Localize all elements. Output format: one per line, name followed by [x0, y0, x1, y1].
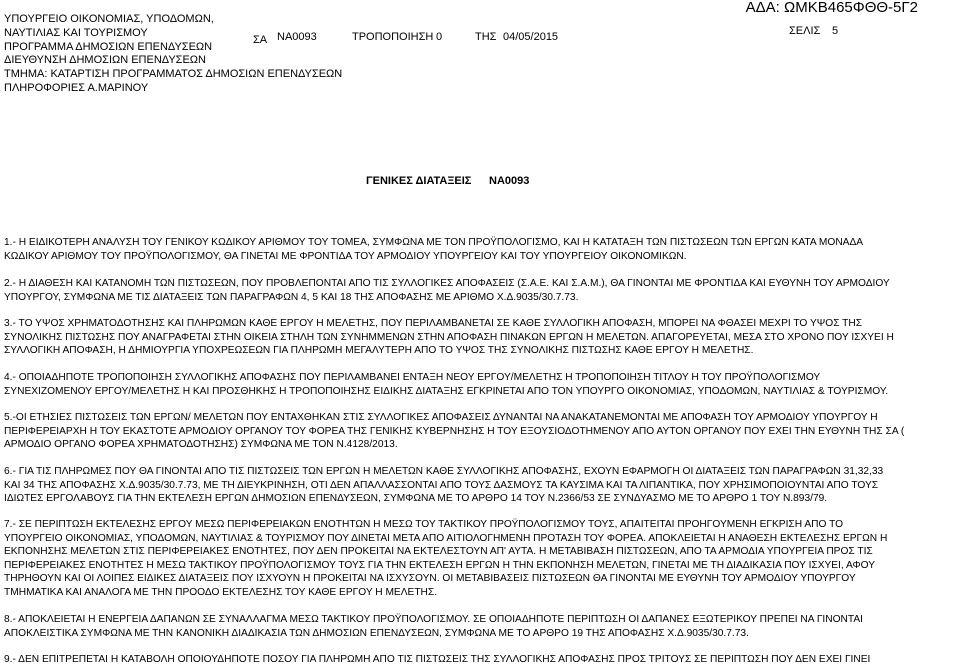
header-line: ΠΡΟΓΡΑΜΜΑ ΔΗΜΟΣΙΩΝ ΕΠΕΝΔΥΣΕΩΝ [4, 40, 213, 53]
paragraph-line: 4.- ΟΠΟΙΑΔΗΠΟΤΕ ΤΡΟΠΟΠΟΙΗΣΗ ΣΥΛΛΟΓΙΚΗΣ ΑΠΟΦΑΣΗΣ ΠΟΥ ΠΕΡΙΛΑΜΒΑΝΕΙ ΕΝΤΑΞΗ ΝΕΟΥ ΕΡΓΟΥ/ΜΕΛΕΤΗΣ Η ΤΡΟΠΟΠΟΙΗΣΗ ΤΙΤΛΟΥ Η ΤΟΥ ΠΡΟΫΠΟΛΟΓΙΣΜΟΥ [4, 372, 821, 383]
paragraph-8 [4, 613, 957, 640]
section-code: ΝΑ0093 [489, 175, 530, 187]
paragraph-line: ΤΜΗΜΑΤΙΚΑ ΚΑΙ ΑΝΑΛΟΓΑ ΜΕ ΤΗΝ ΠΡΟΟΔΟ ΕΚΤΕΛΕΣΗΣ ΤΟΥ ΚΑΘΕ ΕΡΓΟΥ Η ΜΕΛΕΤΗΣ. [4, 586, 438, 598]
ministry-header [4, 13, 342, 96]
paragraph-line: ΥΠΟΥΡΓΟΥ, ΣΥΜΦΩΝΑ ΜΕ ΤΙΣ ΔΙΑΤΑΞΕΙΣ ΤΩΝ ΠΑΡΑΓΡΑΦΩΝ 4, 5 ΚΑΙ 18 ΤΗΣ ΑΠΟΦΑΣΗΣ ΜΕ ΑΡΙΘΜΟ Χ.Δ.9035/30.7.73. [4, 291, 579, 303]
paragraph-line: ΤΗΡΗΘΟΥΝ ΚΑΙ ΟΙ ΛΟΙΠΕΣ ΕΙΔΙΚΕΣ ΔΙΑΤΑΞΕΙΣ ΠΟΥ ΙΣΧΥΟΥΝ Η ΠΡΟΚΕΙΤΑΙ ΝΑ ΙΣΧΥΣΟΥΝ. ΟΙ ΜΕΤΑΒΙΒΑΣΕΙΣ ΠΙΣΤΩΣΕΩΝ ΘΑ ΓΙΝΟΝΤΑΙ ΜΕ ΕΥΘΥΝΗ ΤΟΥ ΑΡΜΟΔΙΟΥ ΥΠΟΥΡΓΟΥ [4, 573, 856, 585]
header-line: ΔΙΕΥΘΥΝΣΗ ΔΗΜΟΣΙΩΝ ΕΠΕΝΔΥΣΕΩΝ [4, 54, 206, 67]
paragraph-5 [4, 411, 957, 452]
sa-code: ΝΑ0093 [277, 31, 317, 43]
section-title: ΓΕΝΙΚΕΣ ΔΙΑΤΑΞΕΙΣ [366, 175, 472, 187]
paragraph-line: 6.- ΓΙΑ ΤΙΣ ΠΛΗΡΩΜΕΣ ΠΟΥ ΘΑ ΓΙΝΟΝΤΑΙ ΑΠΟ ΤΙΣ ΠΙΣΤΩΣΕΙΣ ΤΩΝ ΕΡΓΩΝ Η ΜΕΛΕΤΩΝ ΚΑΘΕ ΣΥΛΛΟΓΙΚΗΣ ΑΠΟΦΑΣΗΣ, ΕΧΟΥΝ ΕΦΑΡΜΟΓΗ ΟΙ ΔΙΑΤΑΞΕΙΣ ΤΩΝ ΠΑΡΑΓΡΑΦΩΝ 31,32,33 [4, 466, 884, 477]
modification-number: 0 [436, 31, 443, 43]
paragraph-3 [4, 317, 957, 358]
header-line: ΝΑΥΤΙΛΙΑΣ ΚΑΙ ΤΟΥΡΙΣΜΟΥ [4, 26, 148, 39]
sa-label: ΣΑ [253, 34, 268, 46]
page-number: 5 [832, 25, 839, 37]
paragraph-line: ΚΑΙ 34 ΤΗΣ ΑΠΟΦΑΣΗΣ Χ.Δ.9035/30.7.73, ΜΕ ΤΗ ΔΙΕΥΚΡΙΝΗΣΗ, ΟΤΙ ΔΕΝ ΑΠΑΛΛΑΣΣΟΝΤΑΙ ΑΠΟ ΤΟΥΣ ΔΑΣΜΟΥΣ ΤΑ ΚΑΥΣΙΜΑ ΚΑΙ ΤΑ ΛΙΠΑΝΤΙΚΑ, ΠΟΥ ΧΡΗΣΙΜΟΠΟΙΟΥΝΤΑΙ ΑΠΟ ΤΟΥΣ [4, 479, 879, 491]
page-label: ΣΕΛΙΣ [789, 25, 821, 37]
paragraph-2 [4, 277, 957, 304]
modification-date: 04/05/2015 [503, 31, 559, 43]
header-line: ΠΛΗΡΟΦΟΡΙΕΣ Α.ΜΑΡΙΝΟΥ [4, 81, 149, 94]
paragraph-line: 2.- Η ΔΙΑΘΕΣΗ ΚΑΙ ΚΑΤΑΝΟΜΗ ΤΩΝ ΠΙΣΤΩΣΕΩΝ, ΠΟΥ ΠΡΟΒΛΕΠΟΝΤΑΙ ΑΠΟ ΤΙΣ ΣΥΛΛΟΓΙΚΕΣ ΑΠΟΦΑΣΕΙΣ (Σ.Α.Ε. ΚΑΙ Σ.Α.Μ.), ΘΑ ΓΙΝΟΝΤΑΙ ΜΕ ΦΡΟΝΤΙΔΑ ΚΑΙ ΕΥΘΥΝΗ ΤΟΥ ΑΡΜΟΔΙΟΥ [4, 278, 890, 289]
paragraph-line: ΑΡΜΟΔΙΟ ΟΡΓΑΝΟ ΦΟΡΕΑ ΧΡΗΜΑΤΟΔΟΤΗΣΗΣ) ΣΥΜΦΩΝΑ ΜΕ ΤΟΝ Ν.4128/2013. [4, 439, 398, 451]
paragraph-1 [4, 236, 957, 263]
header-line: ΥΠΟΥΡΓΕΙΟ ΟΙΚΟΝΟΜΙΑΣ, ΥΠΟΔΟΜΩΝ, [4, 13, 214, 25]
paragraph-line: 3.- ΤΟ ΥΨΟΣ ΧΡΗΜΑΤΟΔΟΤΗΣΗΣ ΚΑΙ ΠΛΗΡΩΜΩΝ ΚΑΘΕ ΕΡΓΟΥ Η ΜΕΛΕΤΗΣ, ΠΟΥ ΠΕΡΙΛΑΜΒΑΝΕΤΑΙ ΣΕ ΚΑΘΕ ΣΥΛΛΟΓΙΚΗ ΑΠΟΦΑΣΗ, ΜΠΟΡΕΙ ΝΑ ΦΘΑΣΕΙ ΜΕΧΡΙ ΤΟ ΥΨΟΣ ΤΗΣ [4, 318, 863, 329]
paragraph-line: ΣΥΛΛΟΓΙΚΗ ΑΠΟΦΑΣΗ, Η ΔΗΜΙΟΥΡΓΙΑ ΥΠΟΧΡΕΩΣΕΩΝ ΓΙΑ ΠΛΗΡΩΜΗ ΜΕΓΑΛΥΤΕΡΗ ΑΠΟ ΤΟ ΥΨΟΣ ΤΗΣ ΣΥΝΟΛΙΚΗΣ ΠΙΣΤΩΣΗΣ ΚΑΘΕ ΕΡΓΟΥ Η ΜΕΛΕΤΗΣ. [4, 345, 754, 357]
paragraph-7 [4, 518, 957, 600]
header-line: ΤΜΗΜΑ: ΚΑΤΑΡΤΙΣΗ ΠΡΟΓΡΑΜΜΑΤΟΣ ΔΗΜΟΣΙΩΝ ΕΠΕΝΔΥΣΕΩΝ [4, 68, 343, 81]
paragraph-line: ΚΩΔΙΚΟΥ ΑΡΙΘΜΟΥ ΤΟΥ ΠΡΟΫΠΟΛΟΓΙΣΜΟΥ, ΘΑ ΓΙΝΕΤΑΙ ΜΕ ΦΡΟΝΤΙΔΑ ΤΟΥ ΑΡΜΟΔΙΟΥ ΥΠΟΥΡΓΕΙΟΥ ΚΑΙ ΤΟΥ ΥΠΟΥΡΓΕΙΟΥ ΟΙΚΟΝΟΜΙΚΩΝ. [4, 250, 687, 262]
paragraph-line: 9.- ΔΕΝ ΕΠΙΤΡΕΠΕΤΑΙ Η ΚΑΤΑΒΟΛΗ ΟΠΟΙΟΥΔΗΠΟΤΕ ΠΟΣΟΥ ΓΙΑ ΠΛΗΡΩΜΗ ΑΠΟ ΤΙΣ ΠΙΣΤΩΣΕΙΣ ΤΗΣ ΣΥΛΛΟΓΙΚΗΣ ΑΠΟΦΑΣΗΣ ΠΡΟΣ ΤΡΙΤΟΥΣ ΣΕ ΠΕΡΙΠΤΩΣΗ ΠΟΥ ΔΕΝ ΕΧΕΙ ΓΙΝΕΙ [4, 654, 871, 665]
paragraph-line: ΣΥΝΕΧΙΖΟΜΕΝΟΥ ΕΡΓΟΥ/ΜΕΛΕΤΗΣ Η ΚΑΙ ΠΡΟΣΘΗΚΗΣ Η ΤΡΟΠΟΠΟΙΗΣΗΣ ΕΙΔΙΚΗΣ ΔΙΑΤΑΞΗΣ ΕΓΚΡΙΝΕΤΑΙ ΑΠΟ ΤΟΝ ΥΠΟΥΡΓΟ ΟΙΚΟΝΟΜΙΑΣ, ΥΠΟΔΟΜΩΝ, ΝΑΥΤΙΛΙΑΣ & ΤΟΥΡΙΣΜΟΥ. [4, 385, 889, 397]
paragraph-line: 1.- Η ΕΙΔΙΚΟΤΕΡΗ ΑΝΑΛΥΣΗ ΤΟΥ ΓΕΝΙΚΟΥ ΚΩΔΙΚΟΥ ΑΡΙΘΜΟΥ ΤΟΥ ΤΟΜΕΑ, ΣΥΜΦΩΝΑ ΜΕ ΤΟΝ ΠΡΟΫΠΟΛΟΓΙΣΜΟ, ΚΑΙ Η ΚΑΤΑΤΑΞΗ ΤΩΝ ΠΙΣΤΩΣΕΩΝ ΤΩΝ ΕΡΓΩΝ ΚΑΤΑ ΜΟΝΑΔΑ [4, 237, 864, 248]
paragraph-line: ΑΠΟΚΛΕΙΣΤΙΚΑ ΣΥΜΦΩΝΑ ΜΕ ΤΗΝ ΚΑΝΟΝΙΚΗ ΔΙΑΔΙΚΑΣΙΑ ΤΩΝ ΔΗΜΟΣΙΩΝ ΕΠΕΝΔΥΣΕΩΝ, ΣΥΜΦΩΝΑ ΜΕ ΤΟ ΑΡΘΡΟ 19 ΤΗΣ ΑΠΟΦΑΣΗΣ Χ.Δ.9035/30.7.73. [4, 627, 749, 639]
paragraph-6 [4, 465, 957, 506]
paragraph-line: 8.- ΑΠΟΚΛΕΙΕΤΑΙ Η ΕΝΕΡΓΕΙΑ ΔΑΠΑΝΩΝ ΣΕ ΣΥΝΑΛΛΑΓΜΑ ΜΕΣΩ ΤΑΚΤΙΚΟΥ ΠΡΟΫΠΟΛΟΓΙΣΜΟΥ. ΣΕ ΟΠΟΙΑΔΗΠΟΤΕ ΠΕΡΙΠΤΩΣΗ ΟΙ ΔΑΠΑΝΕΣ ΕΞΩΤΕΡΙΚΟΥ ΠΡΕΠΕΙ ΝΑ ΓΙΝΟΝΤΑΙ [4, 614, 863, 625]
paragraph-line: 5.-ΟΙ ΕΤΗΣΙΕΣ ΠΙΣΤΩΣΕΙΣ ΤΩΝ ΕΡΓΩΝ/ ΜΕΛΕΤΩΝ ΠΟΥ ΕΝΤΑΧΘΗΚΑΝ ΣΤΙΣ ΣΥΛΛΟΓΙΚΕΣ ΑΠΟΦΑΣΕΙΣ ΔΥΝΑΝΤΑΙ ΝΑ ΑΝΑΚΑΤΑΝΕΜΟΝΤΑΙ ΜΕ ΑΠΟΦΑΣΗ ΤΟΥ ΑΡΜΟΔΙΟΥ ΥΠΟΥΡΓΟΥ Η [4, 412, 878, 423]
date-label: ΤΗΣ [475, 31, 497, 43]
paragraph-line: 7.- ΣΕ ΠΕΡΙΠΤΩΣΗ ΕΚΤΕΛΕΣΗΣ ΕΡΓΟΥ ΜΕΣΩ ΠΕΡΙΦΕΡΕΙΑΚΩΝ ΕΝΟΤΗΤΩΝ Η ΜΕΣΩ ΤΟΥ ΤΑΚΤΙΚΟΥ ΠΡΟΫΠΟΛΟΓΙΣΜΟΥ ΤΟΥΣ, ΑΠΑΙΤΕΙΤΑΙ ΠΡΟΗΓΟΥΜΕΝΗ ΕΓΚΡΙΣΗ ΑΠΟ ΤΟ [4, 519, 844, 530]
ada-code: ΑΔΑ: ΩΜΚΒ465ΦΘΘ-5Γ2 [745, 0, 918, 16]
paragraph-4 [4, 371, 957, 398]
modification-label: ΤΡΟΠΟΠΟΙΗΣΗ [352, 31, 434, 43]
paragraph-9 [4, 653, 957, 667]
paragraph-line: ΥΠΟΥΡΓΕΙΟ ΟΙΚΟΝΟΜΙΑΣ, ΥΠΟΔΟΜΩΝ, ΝΑΥΤΙΛΙΑΣ & ΤΟΥΡΙΣΜΟΥ ΠΟΥ ΔΙΝΕΤΑΙ ΜΕΤΑ ΑΠΟ ΑΙΤΙΟΛΟΓΗΜΕΝΗ ΠΡΟΤΑΣΗ ΤΟΥ ΦΟΡΕΑ. ΑΠΟΚΛΕΙΕΤΑΙ Η ΑΝΑΘΕΣΗ ΕΚΤΕΛΕΣΗΣ ΕΡΓΩΝ Η [4, 532, 888, 544]
paragraph-line: ΕΚΠΟΝΗΣΗΣ ΜΕΛΕΤΩΝ ΣΤΙΣ ΠΕΡΙΦΕΡΕΙΑΚΕΣ ΕΝΟΤΗΤΕΣ, ΠΟΥ ΔΕΝ ΠΡΟΚΕΙΤΑΙ ΝΑ ΕΚΤΕΛΕΣΤΟΥΝ ΑΠ' ΑΥΤΑ. Η ΜΕΤΑΒΙΒΑΣΗ ΠΙΣΤΩΣΕΩΝ, ΑΠΟ ΤΑ ΑΡΜΟΔΙΑ ΥΠΟΥΡΓΕΙΑ ΠΡΟΣ ΤΙΣ [4, 546, 873, 558]
paragraph-line: ΠΕΡΙΦΕΡΕΙΑΚΕΣ ΕΝΟΤΗΤΕΣ Η ΜΕΣΩ ΤΑΚΤΙΚΟΥ ΠΡΟΫΠΟΛΟΓΙΣΜΟΥ ΤΟΥΣ ΓΙΑ ΤΗΝ ΕΚΤΕΛΕΣΗ ΕΡΓΩΝ Η ΤΗΝ ΕΚΠΟΝΗΣΗ ΜΕΛΕΤΩΝ, ΓΙΝΕΤΑΙ ΜΕ ΤΗ ΔΙΑΔΙΚΑΣΙΑ ΠΟΥ ΙΣΧΥΕΙ, ΑΦΟΥ [4, 559, 876, 571]
paragraph-line: ΙΔΙΩΤΕΣ ΕΡΓΟΛΑΒΟΥΣ ΓΙΑ ΤΗΝ ΕΚΤΕΛΕΣΗ ΕΡΓΩΝ ΔΗΜΟΣΙΩΝ ΕΠΕΝΔΥΣΕΩΝ, ΣΥΜΦΩΝΑ ΜΕ ΤΟ ΑΡΘΡΟ 14 ΤΟΥ Ν.2366/53 ΣΕ ΣΥΝΔΥΑΣΜΟ ΜΕ ΤΟ ΑΡΘΡΟ 1 ΤΟΥ Ν.893/79. [4, 493, 828, 505]
paragraph-line: ΣΥΝΟΛΙΚΗΣ ΠΙΣΤΩΣΗΣ ΠΟΥ ΑΝΑΓΡΑΦΕΤΑΙ ΣΤΗΝ ΟΙΚΕΙΑ ΣΤΗΛΗ ΤΩΝ ΣΥΝΗΜΜΕΝΩΝ ΣΤΗΝ ΑΠΟΦΑΣΗ ΠΙΝΑΚΩΝ ΕΡΓΩΝ Η ΜΕΛΕΤΩΝ. ΑΠΑΓΟΡΕΥΕΤΑΙ, ΜΕΣΑ ΣΤΟ ΧΡΟΝΟ ΠΟΥ ΙΣΧΥΕΙ Η [4, 331, 894, 343]
paragraph-line: ΠΕΡΙΦΕΡΕΙΑΡΧΗ Η ΤΟΥ ΕΚΑΣΤΟΤΕ ΑΡΜΟΔΙΟΥ ΟΡΓΑΝΟΥ ΤΟΥ ΦΟΡΕΑ ΤΗΣ ΓΕΝΙΚΗΣ ΚΥΒΕΡΝΗΣΗΣ Η ΤΟΥ ΕΞΟΥΣΙΟΔΟΤΗΜΕΝΟΥ ΑΠΟ ΑΥΤΟΝ ΟΡΓΑΝΟΥ ΠΟΥ ΕΧΕΙ ΤΗΝ ΕΥΘΥΝΗ ΤΗΣ ΣΑ ( [4, 425, 905, 437]
